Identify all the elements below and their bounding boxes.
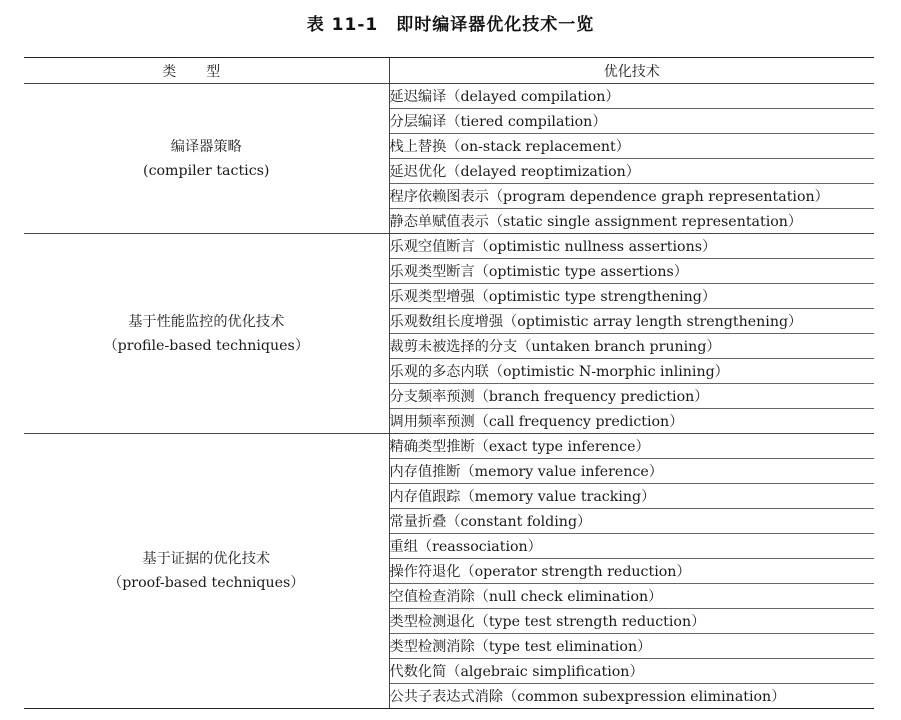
- technique-cell: 常量折叠（constant folding）: [389, 509, 874, 534]
- header-type: 类型: [24, 58, 389, 84]
- technique-cell: 乐观数组长度增强（optimistic array length strengthening）: [389, 309, 874, 334]
- technique-cell: 调用频率预测（call frequency prediction）: [389, 409, 874, 434]
- technique-cell: 分层编译（tiered compilation）: [389, 109, 874, 134]
- technique-cell: 精确类型推断（exact type inference）: [389, 434, 874, 459]
- table-row: [24, 84, 874, 109]
- group-name: 基于性能监控的优化技术: [128, 313, 285, 330]
- technique-cell: 内存值推断（memory value inference）: [389, 459, 874, 484]
- technique-cell: 内存值跟踪（memory value tracking）: [389, 484, 874, 509]
- group-name: 编译器策略: [170, 138, 242, 155]
- technique-cell: 静态单赋值表示（static single assignment representation）: [389, 209, 874, 234]
- table-row: [24, 434, 874, 459]
- technique-cell: 公共子表达式消除（common subexpression elimination）: [389, 684, 874, 709]
- group-name-en: (compiler tactics): [143, 162, 270, 179]
- group-type-cell: [24, 234, 389, 434]
- header-technique: 优化技术: [389, 58, 874, 84]
- group-type-cell: [24, 434, 389, 709]
- group-name-en: （profile-based techniques）: [103, 337, 310, 354]
- group-name-en: （proof-based techniques）: [108, 575, 305, 591]
- table-title: 即时编译器优化技术一览: [396, 15, 595, 35]
- technique-cell: 乐观的多态内联（optimistic N-morphic inlining）: [389, 359, 874, 384]
- technique-cell: 乐观类型断言（optimistic type assertions）: [389, 259, 874, 284]
- table-body: [24, 84, 874, 709]
- table-row: [24, 234, 874, 259]
- technique-cell: 延迟优化（delayed reoptimization）: [389, 159, 874, 184]
- technique-cell: 分支频率预测（branch frequency prediction）: [389, 384, 874, 409]
- group-name: 基于证据的优化技术: [142, 551, 271, 567]
- technique-cell: 程序依赖图表示（program dependence graph representation）: [389, 184, 874, 209]
- technique-cell: 栈上替换（on-stack replacement）: [389, 134, 874, 159]
- technique-cell: 代数化简（algebraic simplification）: [389, 659, 874, 684]
- table-caption: [0, 10, 901, 35]
- technique-cell: 裁剪未被选择的分支（untaken branch pruning）: [389, 334, 874, 359]
- technique-cell: 类型检测消除（type test elimination）: [389, 634, 874, 659]
- table-number: 表 11-1: [306, 15, 379, 35]
- technique-cell: 操作符退化（operator strength reduction）: [389, 559, 874, 584]
- technique-cell: 乐观空值断言（optimistic nullness assertions）: [389, 234, 874, 259]
- technique-cell: 类型检测退化（type test strength reduction）: [389, 609, 874, 634]
- group-type-cell: [24, 84, 389, 234]
- optimization-techniques-table: [24, 57, 874, 709]
- technique-cell: 重组（reassociation）: [389, 534, 874, 559]
- technique-cell: 延迟编译（delayed compilation）: [389, 84, 874, 109]
- technique-cell: 空值检查消除（null check elimination）: [389, 584, 874, 609]
- header-row: [24, 58, 874, 84]
- technique-cell: 乐观类型增强（optimistic type strengthening）: [389, 284, 874, 309]
